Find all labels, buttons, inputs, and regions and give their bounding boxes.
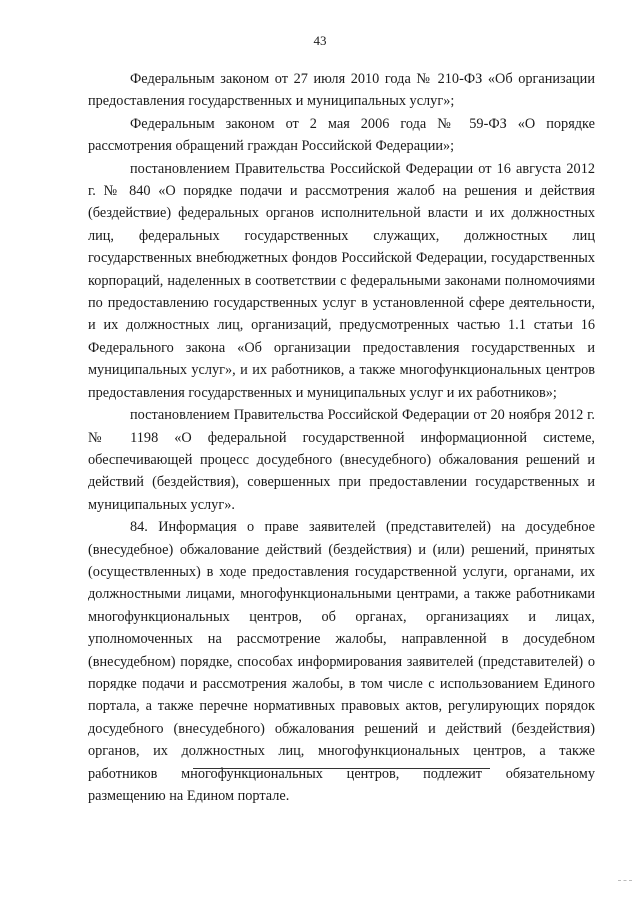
closing-rule-divider [193,768,490,769]
scan-edge-mark [618,880,632,881]
paragraph-resolution-840: постановлением Правительства Российской Федерации от 16 августа 2012 г. № 840 «О порядке подачи и рассмотрения жалоб на решения и действия (бездействие) федеральных органов исполнительной власти и их должностных лиц, федеральных государственных служащих, должностных лиц государственных внебюджетных фондов Российской Федерации, государственных корпораций, наделенных в соответствии с федеральными законами полномочиями по предоставлению государственных услуг в установленной сфере деятельности, и их должностных лиц, организаций, предусмотренных частью 1.1 статьи 16 Федерального закона «Об организации предоставления государственных и муниципальных услуг», и их работников, а также многофункциональных центров предоставления государственных и муниципальных услуг и их работников»; [88,160,595,401]
page-number: 43 [313,33,327,48]
paragraph-law-59: Федеральным законом от 2 мая 2006 года № 59-ФЗ «О порядке рассмотрения обращений граждан Российской Федерации»; [88,115,595,155]
document-body [88,68,595,807]
paragraph-item-84: 84. Информация о праве заявителей (представителей) на досудебное (внесудебное) обжалование действий (бездействия) и (или) решений, принятых (осуществленных) в ходе предоставления государственной услуги, органами, их должностными лицами, многофункциональными центрами, а также работниками многофункциональных центров, об органах, организациях и лицах, уполномоченных на рассмотрение жалобы, направленной в досудебном (внесудебном) порядке, способах информирования заявителей (представителей) о порядке подачи и рассмотрения жалобы, в том числе с использованием Единого портала, а также перечне нормативных правовых актов, регулирующих порядок досудебного (внесудебного) обжалования решений и действий (бездействия) органов, их должностных лиц, многофункциональных центров, а также работников многофункциональных центров, подлежит обязательному размещению на Едином портале. [88,519,595,804]
paragraph-law-210: Федеральным законом от 27 июля 2010 года № 210-ФЗ «Об организации предоставления государственных и муниципальных услуг»; [88,71,595,110]
paragraph-resolution-1198: постановлением Правительства Российской Федерации от 20 ноября 2012 г. № 1198 «О федеральной государственной информационной системе, обеспечивающей процесс досудебного (внесудебного) обжалования решений и действий (бездействия), совершенных при предоставлении государственных и муниципальных услуг». [88,407,595,513]
